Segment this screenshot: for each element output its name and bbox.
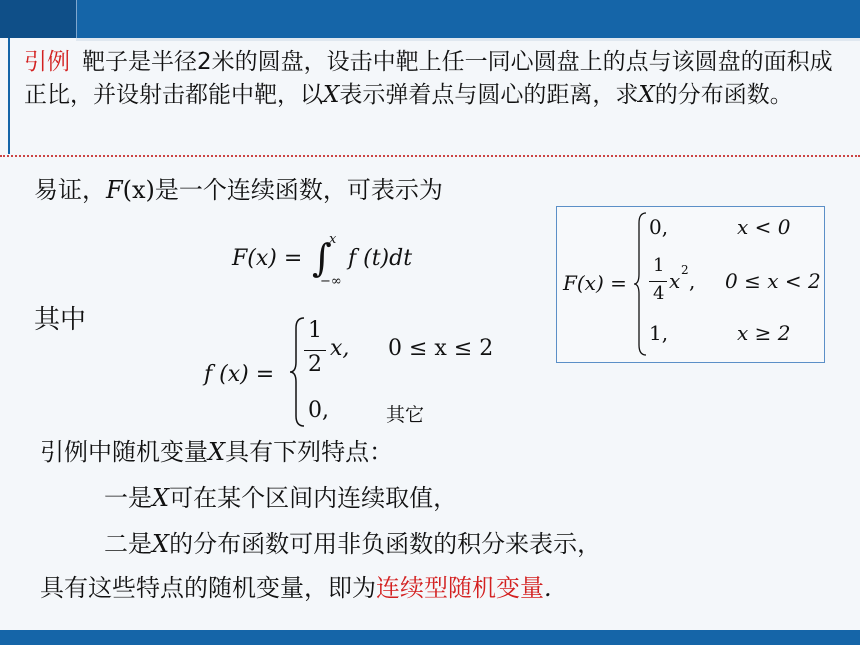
density-formula: [204, 316, 504, 428]
integral-upper-limit: x: [329, 232, 337, 247]
density-case1-condition: 0 ≤ x ≤ 2: [388, 336, 494, 361]
frac-numerator: 1: [308, 318, 322, 343]
cdf-box: [556, 206, 825, 363]
var-x: X: [323, 82, 340, 108]
cdf-case3-condition: x ≥ 2: [737, 321, 791, 345]
integral-lower-limit: −∞: [320, 274, 342, 289]
integral-lhs: F(x) =: [232, 246, 303, 271]
features-intro: [40, 436, 393, 468]
density-case2-condition: 其它: [386, 404, 425, 426]
footer-bar: [0, 630, 860, 645]
feature-point-2: [104, 528, 601, 560]
frac-bar: [304, 350, 326, 351]
var-x: X: [638, 82, 655, 108]
feature1-b: 可在某个区间内连续取值，: [169, 484, 458, 512]
conclusion-period: .: [544, 574, 552, 602]
easy-suffix: 是一个连续函数，可表示为: [154, 176, 443, 204]
feature-point-1: [104, 482, 457, 514]
easy-prefix: 易证，: [34, 176, 106, 204]
feature2-a: 二是: [104, 530, 152, 558]
cdf-case2-condition: 0 ≤ x < 2: [725, 269, 821, 293]
example-text-a: 靶子是半径2米的圆盘，设击中靶上任一同心圆盘上的点与该圆盘的面积成正比，并设射击都能中靶，以: [24, 49, 833, 108]
cdf-lhs: F(x) =: [563, 271, 627, 295]
var-x: X: [152, 530, 170, 558]
cdf-case2-comma: ,: [689, 269, 696, 293]
example-text-b: 表示弹着点与圆心的距离，求: [339, 82, 639, 108]
frac-denominator: 2: [308, 352, 322, 377]
conclusion: [40, 572, 552, 604]
section-divider: [0, 155, 860, 157]
left-brace: [288, 316, 308, 428]
density-lhs: f (x) =: [204, 362, 275, 387]
integral-integrand: f (t)dt: [348, 246, 413, 271]
where-label: 其中: [34, 305, 87, 335]
example-statement: [24, 46, 854, 112]
density-case2-value: 0,: [308, 398, 329, 423]
cdf-case1-value: 0,: [649, 215, 669, 239]
frac-bar: [649, 281, 667, 282]
frac-denominator: 4: [653, 283, 665, 304]
conclusion-a: 具有这些特点的随机变量，即为: [40, 574, 376, 602]
frac-numerator: 1: [653, 255, 665, 276]
title-bar: [0, 0, 860, 38]
features-intro-b: 具有下列特点：: [225, 438, 394, 466]
continuous-rv-term: 连续型随机变量: [376, 574, 544, 602]
integral-formula: [232, 232, 432, 290]
left-accent-rule: [8, 38, 10, 154]
example-text-c: 的分布函数。: [654, 82, 793, 108]
continuity-statement: [34, 174, 443, 206]
example-tag: 引例: [24, 49, 70, 75]
cdf-case1-condition: x < 0: [737, 215, 791, 239]
func-arg: (x): [122, 176, 155, 204]
left-brace: [633, 211, 649, 357]
cdf-case2-exponent: 2: [681, 263, 689, 277]
var-x: X: [208, 438, 226, 466]
integral-sign: ∫: [312, 236, 332, 280]
feature2-b: 的分布函数可用非负函数的积分来表示，: [169, 530, 602, 558]
func-F: F: [106, 176, 123, 204]
title-bar-tab: [0, 0, 77, 38]
var-x: X: [152, 484, 170, 512]
cdf-case3-value: 1,: [649, 321, 669, 345]
cdf-case2-var: x: [669, 269, 681, 293]
density-case1-value: x,: [330, 336, 350, 361]
features-intro-a: 引例中随机变量: [40, 438, 208, 466]
feature1-a: 一是: [104, 484, 152, 512]
title-bar-underline: [76, 38, 860, 41]
